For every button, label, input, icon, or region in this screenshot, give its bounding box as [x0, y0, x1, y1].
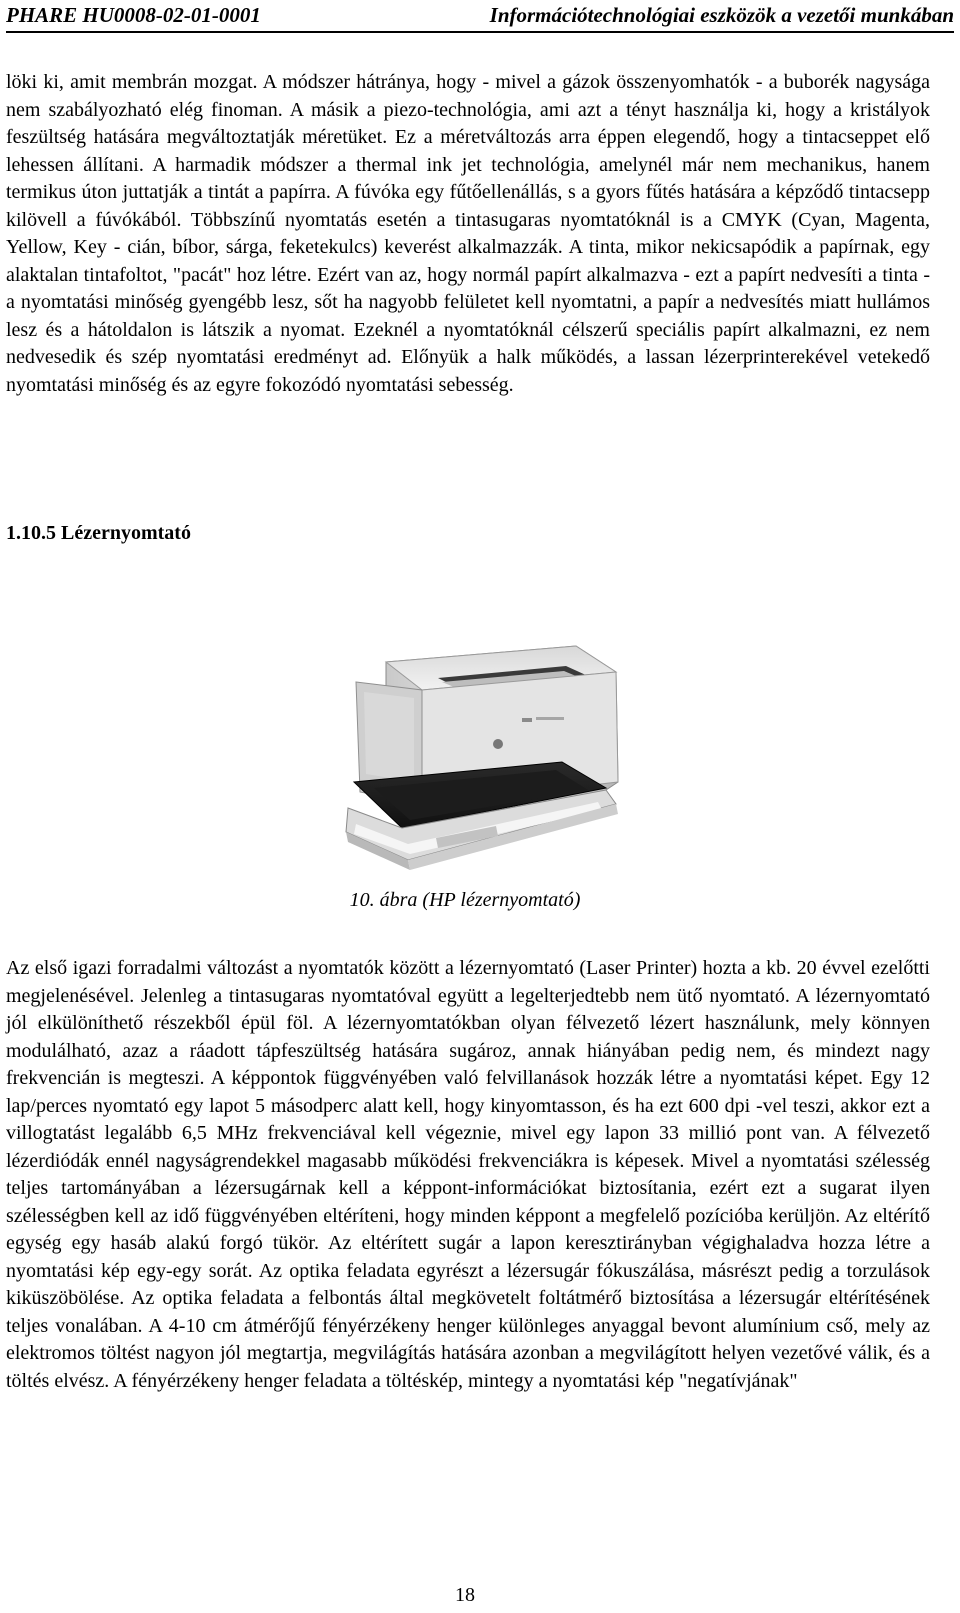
laser-printer-illustration [326, 632, 632, 882]
header-document-id: PHARE HU0008-02-01-0001 [6, 3, 261, 27]
header-divider [6, 31, 954, 33]
body-paragraph-inkjet: löki ki, amit membrán mozgat. A módszer hátránya, hogy - mivel a gázok összenyomhatók - a buborék nagysága nem szabályozható elég finoman. A másik a piezo-technológia, ami azt a tényt használja ki, hogy a kristályok feszültség hatására megváltoztatják méretüket. Ez a méretváltozás arra éppen elegendő, hogy a tintacseppet elő lehessen állítani. A harmadik módszer a thermal ink jet technológia, amelynél már nem mechanikus, hanem termikus úton juttatják a tintát a papírra. A fúvóka egy fűtőellenállás, s a gyors fűtés hatására a képződő tintacsepp kilövell a fúvókából. Többszínű nyomtatás esetén a tintasugaras nyomtatóknál is a CMYK (Cyan, Magenta, Yellow, Key - cián, bíbor, sárga, feketekulcs) keverést alkalmazzák. A tinta, mikor nekicsapódik a papírnak, egy alaktalan tintafoltot, "pacát" hoz létre. Ezért van az, hogy normál papírt alkalmazva - ezt a papírt nedvesíti a tinta - a nyomtatási minőség gyengébb lesz, sőt ha nagyobb felületet kell nyomtatni, a papír a nedvesítés miatt hullámos lesz és a hátoldalon is látszik a nyomat. Ezeknél a nyomtatóknál célszerű speciális papírt alkalmazni, ez nem nedvesedik és szép nyomtatási eredményt ad. Előnyük a halk működés, a lassan lézerprinterekével vetekedő nyomtatási minőség és az egyre fokozódó nyomtatási sebesség. [6, 71, 930, 396]
body-paragraph-laser: Az első igazi forradalmi változást a nyomtatók között a lézernyomtató (Laser Printer) hozta a kb. 20 évvel ezelőtti megjelenésével. Jelenleg a tintasugaras nyomtatóval együtt a legelterjedtebb nem ütő nyomtató. A lézernyomtató jól elkülöníthető részekből épül föl. A lézernyomtatókban olyan félvezető lézert használunk, mely könnyen modulálható, azaz a ráadott tápfeszültség hatására sugároz, annak hiányában pedig nem, és mindezt nagy frekvencián is megteszi. A képpontok függvényében való felvillanások hozzák létre a nyomtatási képet. Egy 12 lap/perces nyomtató egy lapot 5 másodperc alatt kell, hogy kinyomtasson, és ha ezt 600 dpi -vel teszi, akkor ezt a villogtatást legalább 6,5 MHz frekvenciával kell végeznie, mivel egy lapon 33 millió pont van. A félvezető lézerdiódák ennél nagyságrendekkel magasabb működési frekvenciákra is képesek. Mivel a nyomtatási szélesség teljes tartományában a lézersugárnak kell a képpont-információkat biztosítania, ezért ezt a sugarat ilyen szélességben kell az idő függvényében eltéríteni, hogy minden képpont a megfelelő pozícióba kerüljön. Az eltérítő egység egy hasáb alakú forgó tükör. Az eltérített sugár a lapon keresztirányban végighaladva hozza létre a nyomtatási kép egy-egy sorát. Az optika feladata egyrészt a lézersugár fókuszálása, másrészt pedig a torzulások kiküszöbölése. Az optika feladata a felbontás által megkövetelt foltátmérő biztosítása a lézersugár eltérítésének teljes vonalában. A 4-10 cm átmérőjű fényérzékeny henger különleges anyaggal bevont alumínium cső, mely az elektromos töltést nagyon jól megtartja, megvilágítás hatására azonban a megvilágított helyen vezetővé válik, és a töltés elvész. A fényérzékeny henger feladata a töltéskép, mintegy a nyomtatási kép "negatívjának" [6, 957, 930, 1392]
header-document-title: Információtechnológiai eszközök a vezetői munkában [489, 3, 954, 27]
page-number: 18 [455, 1584, 475, 1606]
section-heading: 1.10.5 Lézernyomtató [6, 522, 191, 544]
figure-caption: 10. ábra (HP lézernyomtató) [349, 889, 581, 911]
laser-printer-figure [326, 632, 632, 882]
running-header [6, 0, 954, 30]
